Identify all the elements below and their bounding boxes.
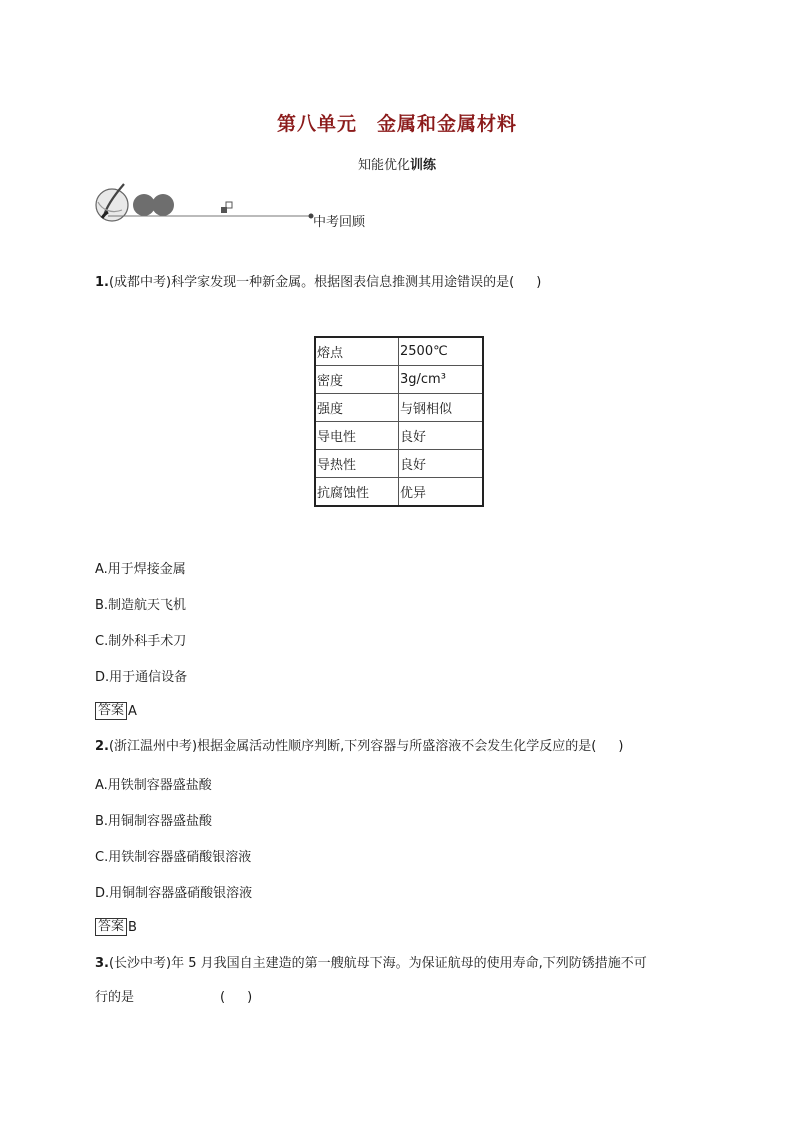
- table-key: 抗腐蚀性: [315, 478, 399, 507]
- section-label: 中考回顾: [313, 215, 366, 230]
- option-c: C.用铁制容器盛硝酸银溶液: [95, 850, 252, 865]
- question-text: (成都中考)科学家发现一种新金属。根据图表信息推测其用途错误的是(: [108, 275, 515, 290]
- table-row: [315, 366, 483, 394]
- table-row: [315, 337, 483, 366]
- table-value: 与钢相似: [399, 394, 484, 422]
- answer-value: A: [128, 703, 137, 719]
- answer-label: 答案: [95, 702, 127, 720]
- table-value: 良好: [399, 422, 484, 450]
- page-title: 第八单元 金属和金属材料: [276, 113, 517, 135]
- table-row: [315, 450, 483, 478]
- table-row: [315, 394, 483, 422]
- table-key: 熔点: [315, 337, 399, 366]
- option-b: B.用铜制容器盛盐酸: [95, 814, 213, 829]
- question-number: 2.: [95, 739, 109, 754]
- dot-icon-1: [133, 194, 155, 216]
- section-header-graphic: [94, 180, 324, 228]
- question-number: 1.: [95, 275, 109, 290]
- answer-1: [95, 702, 137, 720]
- option-a: A.用铁制容器盛盐酸: [95, 778, 212, 793]
- question-number: 3.: [95, 956, 109, 971]
- page-subtitle: [0, 154, 794, 173]
- question-3-line-2: [95, 988, 252, 1008]
- table-key: 导热性: [315, 450, 399, 478]
- squares-icon: [221, 202, 232, 213]
- option-d: D.用铜制容器盛硝酸银溶液: [95, 886, 253, 901]
- table-value: 2500℃: [399, 337, 484, 366]
- table-value: 3g/cm³: [399, 366, 484, 394]
- option-d: D.用于通信设备: [95, 670, 188, 685]
- option-a: A.用于焊接金属: [95, 562, 186, 577]
- paintbrush-icon: [96, 184, 128, 221]
- option-c: C.制外科手术刀: [95, 634, 187, 649]
- dot-icon-2: [152, 194, 174, 216]
- question-paren-close: ): [247, 990, 253, 1005]
- question-2: [95, 737, 623, 757]
- question-3: [95, 954, 647, 974]
- answer-value: B: [128, 919, 137, 935]
- question-paren-open: (: [220, 990, 226, 1005]
- table-value: 优异: [399, 478, 484, 507]
- subtitle-bold: 训练: [410, 158, 437, 173]
- table-row: [315, 422, 483, 450]
- subtitle-plain: 知能优化: [357, 158, 410, 173]
- question-paren-close: ): [536, 275, 542, 290]
- question-paren-close: ): [618, 739, 624, 754]
- table-value: 良好: [399, 450, 484, 478]
- question-text: (浙江温州中考)根据金属活动性顺序判断,下列容器与所盛溶液不会发生化学反应的是(: [108, 739, 597, 754]
- answer-label: 答案: [95, 918, 127, 936]
- table-row: [315, 478, 483, 507]
- answer-2: [95, 918, 137, 936]
- option-b: B.制造航天飞机: [95, 598, 187, 613]
- question-1: [95, 273, 541, 293]
- metal-properties-table: [314, 336, 484, 507]
- table-key: 强度: [315, 394, 399, 422]
- table-key: 密度: [315, 366, 399, 394]
- question-text-continued: 行的是: [95, 990, 135, 1005]
- table-key: 导电性: [315, 422, 399, 450]
- question-text: (长沙中考)年 5 月我国自主建造的第一艘航母下海。为保证航母的使用寿命,下列防锈措施不可: [108, 956, 647, 971]
